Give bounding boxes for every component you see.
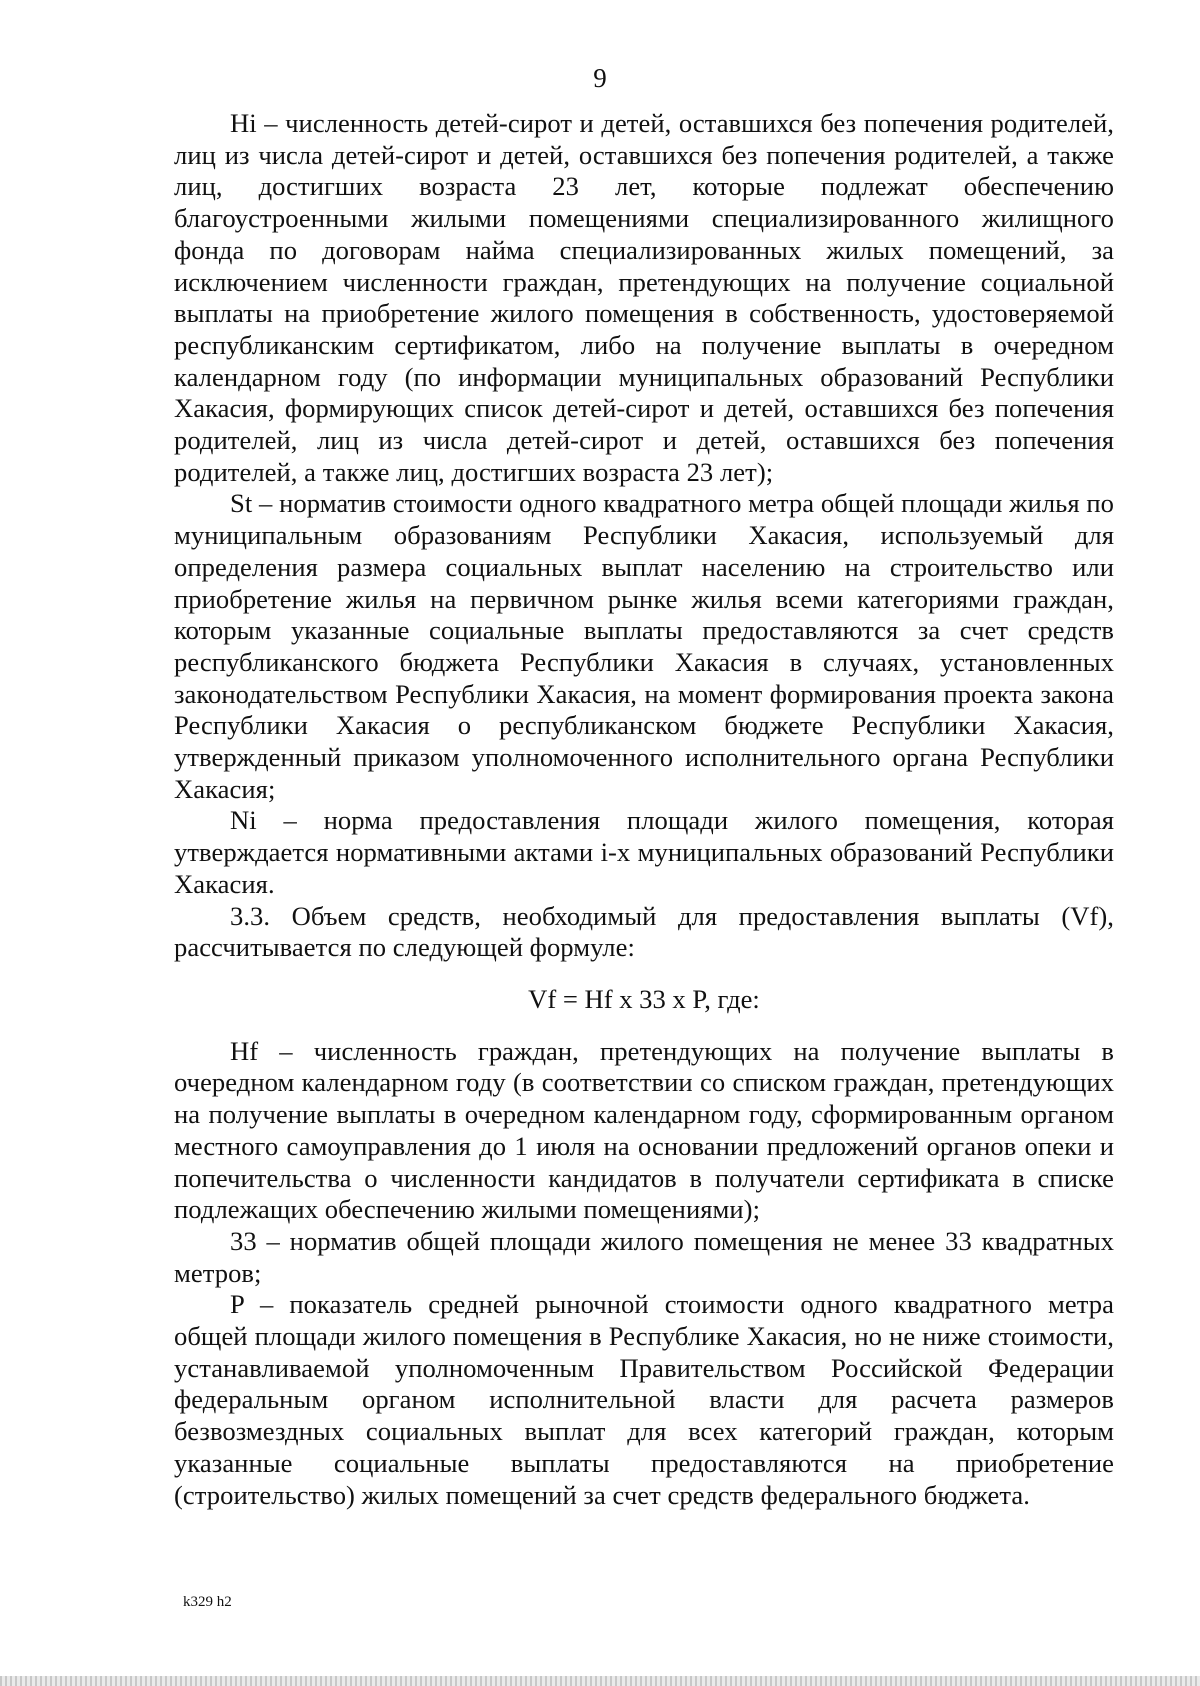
document-code: k329 h2 — [183, 1594, 232, 1610]
formula-vf: Vf = Hf x 33 x P, где: — [528, 983, 760, 1014]
paragraph-p-definition: P – показатель средней рыночной стоимости одного квадратного метра общей площади жилого помещения в Республике Хакасия, но не ниже стоимости, устанавливаемой уполномоченным Правительством Российской Федерации федеральным органом исполнительной власти для расчета размеров безвозмездных социальных выплат для всех категорий граждан, которым указанные социальные выплаты предоставляются на приобретение (строительство) жилых помещений за счет средств федерального бюджета. — [174, 1289, 1114, 1510]
paragraph-ni-definition: Ni – норма предоставления площади жилого помещения, которая утверждается нормативными актами i-х муниципальных образований Республики Хакасия. — [174, 805, 1114, 899]
paragraph-st-definition: St – норматив стоимости одного квадратного метра общей площади жилья по муниципальным образованиям Республики Хакасия, используемый для определения размера социальных выплат населению на строительство или приобретение жилья на первичном рынке жилья всеми категориями граждан, которым указанные социальные выплаты предоставляются за счет средств республиканского бюджета Республики Хакасия в случаях, установленных законодательством Республики Хакасия, на момент формирования проекта закона Республики Хакасия о республиканском бюджете Республики Хакасия, утвержденный приказом уполномоченного исполнительного органа Республики Хакасия; — [174, 488, 1114, 804]
page-number: 9 — [593, 63, 607, 93]
document-body — [174, 108, 1114, 1511]
paragraph-hi-definition: Hi – численность детей-сирот и детей, оставшихся без попечения родителей, лиц из числа детей-сирот и детей, оставшихся без попечения родителей, а также лиц, достигших возраста 23 лет, которые подлежат обеспечению благоустроенными жилыми помещениями специализированного жилищного фонда по договорам найма специализированных жилых помещений, за исключением численности граждан, претендующих на получение социальной выплаты на приобретение жилого помещения в собственность, удостоверяемой республиканским сертификатом, либо на получение выплаты в очередном календарном году (по информации муниципальных образований Республики Хакасия, формирующих список детей-сирот и детей, оставшихся без попечения родителей, лиц из числа детей-сирот и детей, оставшихся без попечения родителей, а также лиц, достигших возраста 23 лет); — [174, 108, 1114, 487]
paragraph-33-definition: 33 – норматив общей площади жилого помещения не менее 33 квадратных метров; — [174, 1225, 1114, 1288]
scan-bottom-edge — [0, 1676, 1200, 1686]
paragraph-section-3-3: 3.3. Объем средств, необходимый для предоставления выплаты (Vf), рассчитывается по следующей формуле: — [174, 900, 1114, 963]
paragraph-hf-definition: Hf – численность граждан, претендующих на получение выплаты в очередном календарном году (в соответствии со списком граждан, претендующих на получение выплаты в очередном календарном году, сформированным органом местного самоуправления до 1 июля на основании предложений органов опеки и попечительства о численности кандидатов в получатели сертификата в списке подлежащих обеспечению жилыми помещениями); — [174, 1035, 1114, 1225]
